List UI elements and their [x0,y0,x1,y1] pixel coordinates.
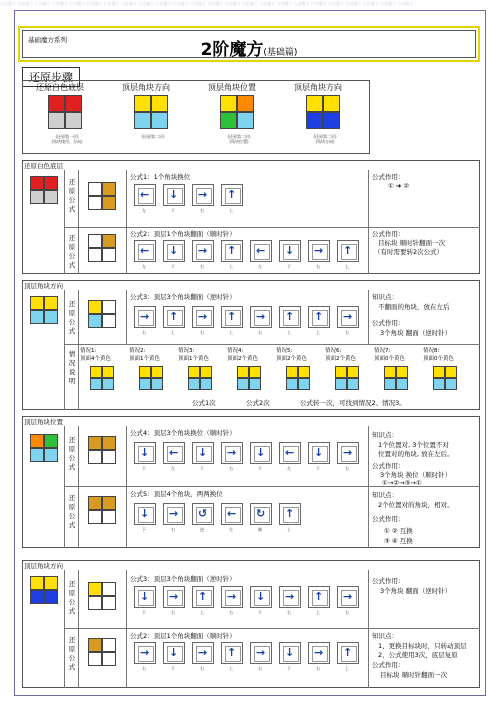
cube-sticker [323,95,340,112]
cube-sticker [90,366,102,378]
cube-sticker [306,95,323,112]
s4-formula3: 公式3：顶层3个角块翻面（逆时针） [130,575,236,583]
s1-f1-move-label: 上 [229,208,233,213]
cube-sticker [384,366,396,378]
s3-example-cube2 [88,496,116,524]
s3-f4-move-label: 下 [142,466,146,471]
s4-f2-move-arrow-icon: → [256,646,266,659]
s1-v2: 还原公式 [68,234,76,269]
step-label: 顶层角块位置 [208,83,256,92]
cube-sticker [90,378,102,390]
cube-sticker [134,112,151,129]
cube-sticker [323,112,340,129]
cube-sticker [44,190,58,204]
cube-sticker [102,436,116,450]
s2-f3-move-arrow-icon: → [343,310,353,323]
case-cube [188,366,212,390]
s1-f2-move-arrow-icon: → [198,244,208,257]
s4-f2-move-arrow-icon: ↑ [343,646,353,659]
step-caption: (还原第二层) [141,134,165,139]
s1-f1-move-label: 左 [142,208,146,213]
s3-f4-move-arrow-icon: ↓ [314,446,324,459]
cube-sticker [44,434,58,448]
s3-use3: 公式作用： [372,515,405,523]
s3-v1: 还原公式 [68,436,76,471]
s3-formula5: 公式5：顶层4个角块，两两换位 [130,490,223,498]
cube-sticker [249,378,261,390]
s4-use2-title: 公式作用： [372,661,405,669]
s3-f5-move-label: 下 [142,527,146,532]
case-cube [286,366,310,390]
series-label: 基础魔方系列 [28,36,67,44]
s1-use2: 目标块 顺时针翻面一次 [378,239,446,247]
cube-sticker [102,510,116,524]
cube-sticker [220,112,237,129]
cube-sticker [200,378,212,390]
step-label: 顶层角块方向 [122,83,170,92]
s1-f2-move-label: 右 [316,264,320,269]
s3-f5-move-arrow-icon: → [169,507,179,520]
case-label: 情况8: 顶面0个黄色 [423,348,454,362]
case-label: 情况7: 顶面0个黄色 [374,348,405,362]
cube-sticker [88,638,102,652]
s4-f3-move-label: 右 [345,610,349,615]
s4-know1: 1、更换目标块时，只转动顶层 [378,642,467,650]
s4-f2-move-label: 上 [229,666,233,671]
s4-f2-move-label: 下 [287,666,291,671]
s3-f4-move-arrow-icon: → [343,446,353,459]
s3-f4-move-arrow-icon: → [227,446,237,459]
s2-f3-move-arrow-icon: → [140,310,150,323]
s3-f4-move-label: 右 [229,466,233,471]
s4-f3-move-label: 右 [229,610,233,615]
cube-sticker [102,378,114,390]
step-cube [134,95,168,129]
s3-formula4: 公式4：顶层3个角块换位（顺时针） [130,429,236,437]
s4-f2-move-label: 右 [142,666,146,671]
cube-sticker [65,112,82,129]
s3-know3: 知识点： [372,491,398,499]
cube-sticker [30,296,44,310]
cube-sticker [88,234,102,248]
cube-sticker [102,450,116,464]
cube-sticker [286,378,298,390]
case-cube [90,366,114,390]
cube-sticker [335,378,347,390]
s2-example-cube [88,300,116,328]
cube-sticker [102,582,116,596]
s2-f3-move-label: 上 [316,330,320,335]
s4-f3-move-label: 右 [171,610,175,615]
cube-sticker [44,296,58,310]
cube-sticker [88,652,102,666]
cube-sticker [88,582,102,596]
cube-sticker [237,95,254,112]
s3-v2: 还原公式 [68,494,76,529]
s2-f3-move-label: 右 [142,330,146,335]
s4-f3-move-arrow-icon: → [169,590,179,603]
s3-know1: 1个位置对, 3个位置不对 [378,441,449,449]
s3-use-title: 公式作用： [372,462,405,470]
s1-use: ① ➜ ② [388,182,410,190]
step-cube [220,95,254,129]
cube-sticker [249,366,261,378]
s2-f3-move-label: 上 [287,330,291,335]
cube-sticker [44,576,58,590]
s2-f3-move-arrow-icon: → [198,310,208,323]
section-2-title: 顶层角块方向 [24,282,63,290]
s4-f3-move-label: 右 [287,610,291,615]
s1-f2-move-label: 上 [345,264,349,269]
s4-f3-move-label: 下 [142,610,146,615]
s3-f4-move-label: 左 [171,466,175,471]
s3-f4-move-label: 右 [345,466,349,471]
cube-sticker [102,182,116,196]
s2-f3-move-arrow-icon: ↑ [285,310,295,323]
cube-sticker [30,190,44,204]
cube-sticker [102,314,116,328]
case-label: 情况1: 顶面4个黄色 [80,348,111,362]
cube-sticker [384,378,396,390]
s4-v2: 还原公式 [68,636,76,671]
cube-sticker [88,450,102,464]
s4-f3-move-arrow-icon: → [227,590,237,603]
s4-f3-move-label: 下 [258,610,262,615]
s1-f2-move-arrow-icon: ↓ [169,244,179,257]
s3-use1: 3个角块 换位（顺时针） [380,471,452,479]
case-cube [335,366,359,390]
s2-v1: 还原公式 [68,300,76,335]
s1-f1-move-arrow-icon: ↑ [227,188,237,201]
s4-f2-move-arrow-icon: → [314,646,324,659]
s1-f2-move-arrow-icon: ← [256,244,266,257]
s1-cube [30,176,58,204]
section-1-title: 还原白色底层 [24,162,63,170]
steps-tab: 还原步骤 [22,67,80,87]
s1-f2-move-arrow-icon: ↑ [227,244,237,257]
s4-f3-move-arrow-icon: ↓ [140,590,150,603]
cube-sticker [306,112,323,129]
s3-f4-move-arrow-icon: ← [285,446,295,459]
s2-f3-move-label: 上 [229,330,233,335]
s4-f2-move-arrow-icon: ↓ [169,646,179,659]
cube-sticker [44,176,58,190]
s4-f3-move-label: 上 [316,610,320,615]
s3-f5-move-label: 左 [229,527,233,532]
s1-f2-move-arrow-icon: ← [140,244,150,257]
cube-sticker [237,366,249,378]
s1-f2-move-arrow-icon: ↑ [343,244,353,257]
s4-f3-move-arrow-icon: → [285,590,295,603]
s1-formula2: 公式2：顶层1个角块翻面（顺时针） [130,230,236,238]
s3-f5-move-arrow-icon: ↓ [140,507,150,520]
s1-f1-move-label: 右 [200,208,204,213]
s4-know-title: 知识点： [372,632,398,640]
s4-f3-move-arrow-icon: ↑ [314,590,324,603]
s4-f2-move-label: 右 [316,666,320,671]
s3-use2: ①→②→③→① [382,479,422,487]
s4-f3-move-arrow-icon: ↑ [198,590,208,603]
s2-f3-move-label: 右 [258,330,262,335]
cube-sticker [102,234,116,248]
cube-sticker [151,95,168,112]
s1-f2-move-label: 左 [142,264,146,269]
s3-cube [30,434,58,462]
cube-sticker [88,182,102,196]
s3-example-cube [88,436,116,464]
cube-sticker [88,436,102,450]
case-label: 情况4: 顶面2个黄色 [227,348,258,362]
s2-f3-move-label: 上 [171,330,175,335]
s4-use2: 目标块 顺时针翻面一次 [380,671,448,679]
s1-f2-move-label: 左 [258,264,262,269]
s1-formula1: 公式1：1个角块换位 [130,173,191,181]
s1-f1-move-arrow-icon: ↓ [169,188,179,201]
header [18,26,480,62]
s2-f3-move-arrow-icon: ↑ [314,310,324,323]
s1-f2-move-arrow-icon: → [314,244,324,257]
s4-f2-move-label: 下 [171,666,175,671]
step-caption: (还原第二层) (角块方向) [313,134,337,144]
s4-f2-move-label: 上 [345,666,349,671]
section-4-title: 顶层角块方向 [24,562,63,570]
cube-sticker [88,314,102,328]
s3-f4-move-label: 下 [258,466,262,471]
case-label: 情况5: 顶面2个黄色 [276,348,307,362]
s2-twice: 公式2次 [246,399,270,407]
s4-f3-move-arrow-icon: → [343,590,353,603]
s4-example-cube2 [88,638,116,666]
section-4 [22,560,480,688]
s4-f2-move-arrow-icon: → [140,646,150,659]
s2-f3-move-label: 右 [345,330,349,335]
case-cube [139,366,163,390]
cube-sticker [30,448,44,462]
s4-f2-move-arrow-icon: ↑ [227,646,237,659]
case-cube [433,366,457,390]
cube-sticker [88,248,102,262]
s3-f4-move-arrow-icon: ↓ [198,446,208,459]
cube-sticker [347,366,359,378]
s3-f5-move-arrow-icon: ← [227,507,237,520]
s1-f2-move-label: 上 [229,264,233,269]
cube-sticker [102,496,116,510]
s3-f5-move-arrow-icon: ↑ [285,507,295,520]
s1-use2-title: 公式作用： [372,230,405,238]
s1-f2-move-label: 右 [200,264,204,269]
watermark-strip: 巧虎魔方 巧虎魔方 巧虎魔方 巧虎魔方 巧虎魔方 巧虎魔方 巧虎魔方 巧虎魔方 巧虎魔方 巧虎魔方 巧虎魔方 巧虎魔方 巧虎魔方 巧虎魔方 巧虎魔方 巧虎魔方 巧虎魔方 巧虎魔方 巧虎魔方 巧虎魔方 巧虎魔方 巧虎魔方 巧虎魔方 巧虎魔方 [0,1,414,6]
cube-sticker [188,378,200,390]
cube-sticker [88,496,102,510]
cube-sticker [88,196,102,210]
step-cube [48,95,82,129]
cube-sticker [102,652,116,666]
cube-sticker [88,300,102,314]
cube-sticker [298,366,310,378]
case-label: 情况6: 顶面2个黄色 [325,348,356,362]
s1-v1: 还原公式 [68,178,76,213]
cube-sticker [44,590,58,604]
s4-f3-move-label: 上 [200,610,204,615]
s1-f2-move-arrow-icon: ↓ [285,244,295,257]
cube-sticker [396,378,408,390]
step-label: 还原白色底层 [36,83,84,92]
cube-sticker [30,434,44,448]
cube-sticker [139,366,151,378]
s2-f3-move-arrow-icon: → [256,310,266,323]
case-label: 情况2: 顶面1个黄色 [129,348,160,362]
section-3-title: 顶层角块位置 [24,418,63,426]
s2-note: 公式转一次，可找到情况2、情况3。 [300,399,406,407]
cube-sticker [151,378,163,390]
s3-f4-move-label: 下 [316,466,320,471]
case-cube [237,366,261,390]
cube-sticker [445,366,457,378]
s4-f3-move-arrow-icon: ↓ [256,590,266,603]
s3-f4-move-label: 左 [287,466,291,471]
cube-sticker [298,378,310,390]
s1-use2b: （有时需要转2次公式） [374,248,444,256]
s1-f1-move-label: 下 [171,208,175,213]
s4-f2-move-label: 右 [200,666,204,671]
cube-sticker [88,596,102,610]
s2-use1: 3个角块 翻面（逆时针） [380,329,452,337]
s2-f3-move-label: 右 [200,330,204,335]
cube-sticker [102,596,116,610]
cube-sticker [102,300,116,314]
cube-sticker [30,176,44,190]
s2-formula3: 公式3：顶层3个角块翻面（逆时针） [130,293,236,301]
cube-sticker [102,366,114,378]
s4-use1: 3个角块 翻面（逆时针） [380,587,452,595]
title-text: 2阶魔方 [200,40,264,60]
s4-example-cube [88,582,116,610]
s4-f2-move-arrow-icon: ↓ [285,646,295,659]
s2-once: 公式1次 [192,399,216,407]
s3-f5-move-label: 顺 [258,527,262,532]
s3-f4-move-arrow-icon: ↓ [140,446,150,459]
cube-sticker [65,95,82,112]
s3-f4-move-arrow-icon: ↓ [256,446,266,459]
cube-sticker [30,310,44,324]
cube-sticker [433,378,445,390]
s3-f5-move-arrow-icon: ↺ [198,507,208,520]
s3-f5-move-label: 上 [287,527,291,532]
s1-f1-move-arrow-icon: → [198,188,208,201]
s3-know2: 位置对的角块, 放在左后。 [378,450,454,458]
s1-f2-move-label: 下 [171,264,175,269]
cube-sticker [237,378,249,390]
s4-formula2: 公式2：顶层1个角块翻面（顺时针） [130,632,236,640]
s3-f4-move-label: 下 [200,466,204,471]
case-cube [384,366,408,390]
s1-example-cube [88,182,116,210]
s4-know2: 2、公式使用3次，底层复原 [378,651,458,659]
cube-sticker [335,366,347,378]
s2-use-title: 公式作用： [372,319,405,327]
s4-v1: 还原公式 [68,580,76,615]
s3-know4: 2个位置对的角块，相对。 [378,501,454,509]
cube-sticker [44,310,58,324]
cube-sticker [102,638,116,652]
step-cube [306,95,340,129]
cube-sticker [48,95,65,112]
cube-sticker [237,112,254,129]
s3-f5-move-label: 右 [171,527,175,532]
s1-f1-move-arrow-icon: ← [140,188,150,201]
s3-use5: ③ ④ 互换 [384,537,413,545]
cube-sticker [445,378,457,390]
cube-sticker [102,248,116,262]
cube-sticker [30,590,44,604]
cube-sticker [220,95,237,112]
cube-sticker [151,366,163,378]
s1-f2-move-label: 下 [287,264,291,269]
header-inner [22,30,476,58]
s4-cube [30,576,58,604]
step-label: 顶层角块方向 [294,83,342,92]
s2-cube [30,296,58,324]
s2-know-title: 知识点： [372,293,398,301]
step-caption: (还原第二层) (角块位置) [227,134,251,144]
s3-f5-move-arrow-icon: ↻ [256,507,266,520]
s3-use4: ① ② 互换 [384,527,413,535]
cube-sticker [134,95,151,112]
cube-sticker [347,378,359,390]
cube-sticker [200,366,212,378]
cube-sticker [151,112,168,129]
s3-f5-move-label: 逆 [200,527,204,532]
case-label: 情况3: 顶面1个黄色 [178,348,209,362]
s2-f3-move-arrow-icon: ↑ [169,310,179,323]
s1-use-title: 公式作用： [372,173,405,181]
s4-use-title: 公式作用： [372,577,405,585]
cube-sticker [102,196,116,210]
cube-sticker [30,576,44,590]
s1-example-cube2 [88,234,116,262]
cube-sticker [433,366,445,378]
cube-sticker [139,378,151,390]
cube-sticker [88,510,102,524]
s3-f4-move-arrow-icon: ← [169,446,179,459]
cube-sticker [48,112,65,129]
step-caption: (还原第一层) (角块使用、方向) [51,134,83,144]
s2-f3-move-arrow-icon: ↑ [227,310,237,323]
title-subtitle: (基础篇) [263,48,298,58]
cube-sticker [44,448,58,462]
cube-sticker [396,366,408,378]
page-title [23,35,475,60]
s3-know-title: 知识点： [372,431,398,439]
cube-sticker [286,366,298,378]
cube-sticker [188,366,200,378]
s2-know1: 不翻面的角块，放在左后 [378,303,450,311]
s2-v2: 情况说明 [68,350,76,385]
s4-f2-move-arrow-icon: → [198,646,208,659]
s4-f2-move-label: 右 [258,666,262,671]
